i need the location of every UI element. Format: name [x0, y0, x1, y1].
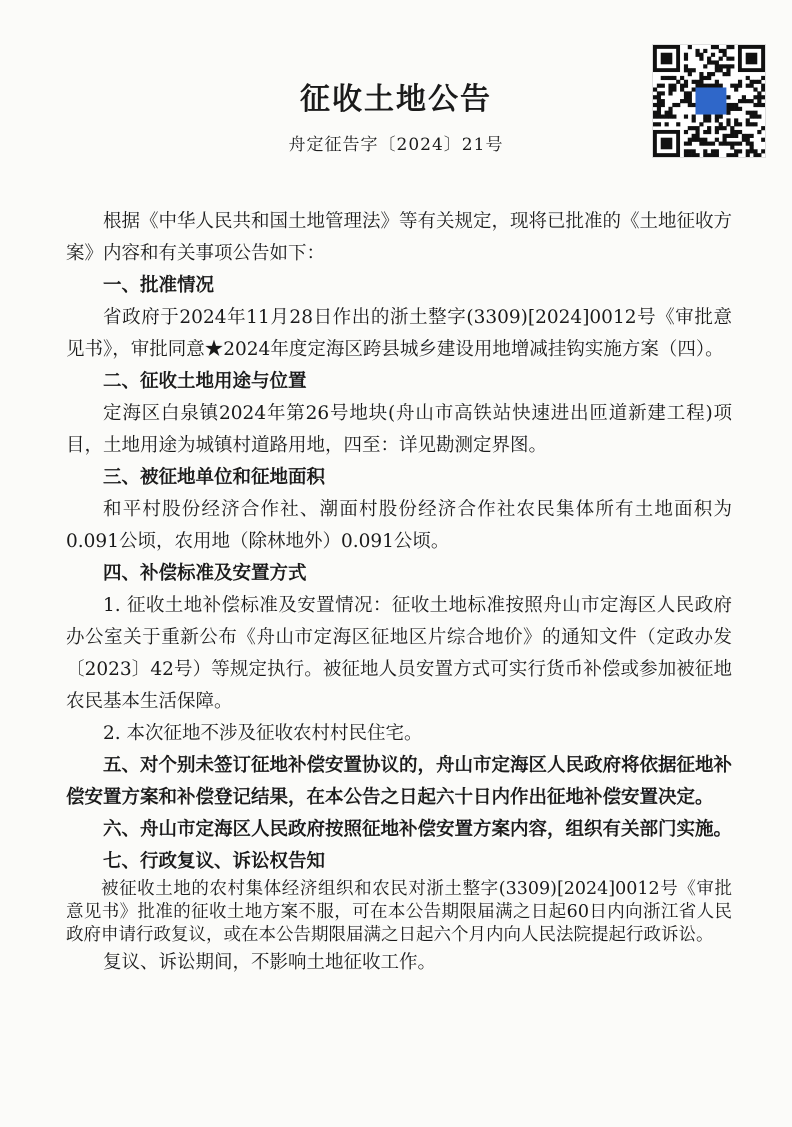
section-3-text: 和平村股份经济合作社、潮面村股份经济合作社农民集体所有土地面积为0.091公顷，农用地（除林地外）0.091公顷。: [66, 499, 732, 552]
section-2-text: 定海区白泉镇2024年第26号地块(舟山市高铁站快速进出匝道新建工程)项目，土地用途为城镇村道路用地，四至：详见勘测定界图。: [66, 403, 732, 456]
intro-paragraph: 根据《中华人民共和国土地管理法》等有关规定，现将已批准的《土地征收方案》内容和有关事项公告如下：: [66, 211, 733, 264]
section-1-heading: 一、批准情况: [103, 275, 215, 296]
document-number: 舟定征告字〔2024〕21号: [288, 135, 504, 155]
section-4-item-2: 2. 本次征地不涉及征收农村村民住宅。: [103, 723, 423, 744]
section-3-heading: 三、被征地单位和征地面积: [103, 467, 326, 488]
document-title: 征收土地公告: [300, 82, 492, 117]
section-2-heading: 二、征收土地用途与位置: [103, 371, 307, 392]
section-7-note: 复议、诉讼期间，不影响土地征收工作。: [103, 952, 437, 973]
section-7-heading: 七、行政复议、诉讼权告知: [103, 851, 326, 872]
section-4-heading: 四、补偿标准及安置方式: [103, 563, 307, 584]
qr-code-icon[interactable]: [652, 44, 766, 158]
section-7-text: 被征收土地的农村集体经济组织和农民对浙土整字(3309)[2024]0012号《审批意见书》批准的征收土地方案不服，可在本公告期限届满之日起60日内向浙江省人民政府申请行政复议，或在本公告期限届满之日起六个月内向人民法院提起行政诉讼。: [66, 879, 732, 945]
section-4-item-1: 1. 征收土地补偿标准及安置情况：征收土地标准按照舟山市定海区人民政府办公室关于重新公布《舟山市定海区征地区片综合地价》的通知文件（定政办发〔2023〕42号）等规定执行。被征地人员安置方式可实行货币补偿或参加被征地农民基本生活保障。: [66, 595, 732, 712]
section-6-text: 六、舟山市定海区人民政府按照征地补偿安置方案内容，组织有关部门实施。: [103, 819, 733, 840]
document-body: [66, 206, 732, 979]
qr-code-graphic: [653, 45, 765, 157]
section-5-text: 五、对个别未签订征地补偿安置协议的，舟山市定海区人民政府将依据征地补偿安置方案和补偿登记结果，在本公告之日起六十日内作出征地补偿安置决定。: [66, 755, 733, 808]
section-1-text: 省政府于2024年11月28日作出的浙土整字(3309)[2024]0012号《审批意见书》，审批同意★2024年度定海区跨县城乡建设用地增减挂钩实施方案（四）。: [66, 307, 732, 360]
